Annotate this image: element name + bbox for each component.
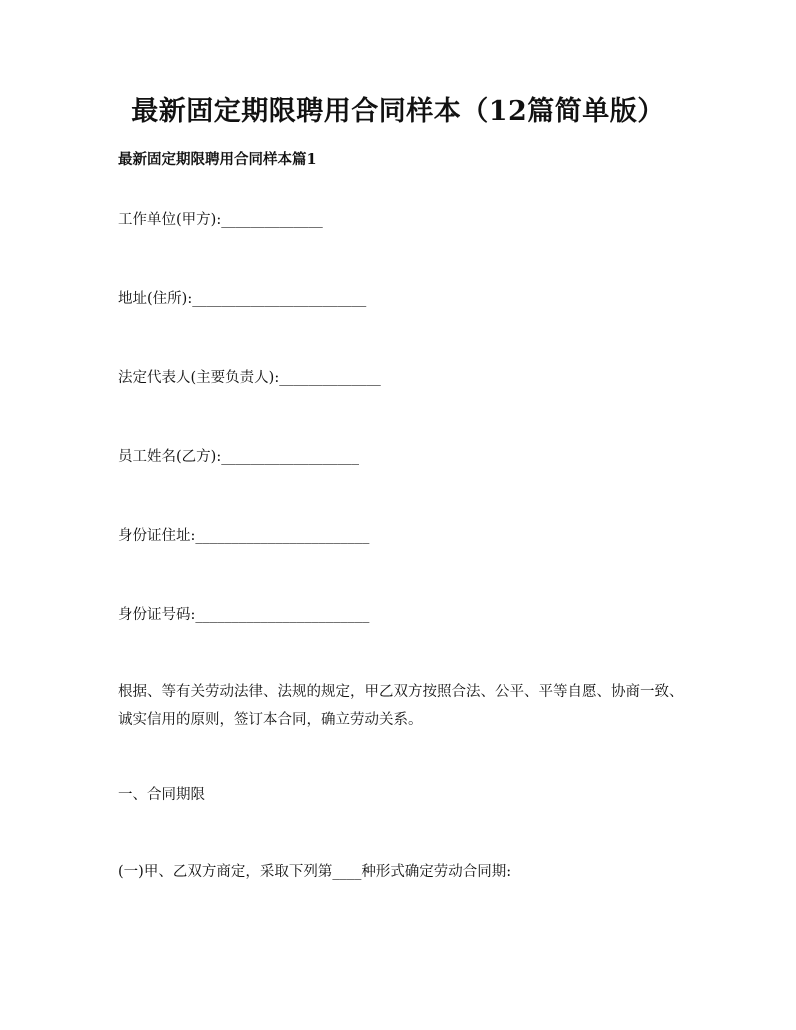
field-employer: 工作单位(甲方):______________	[118, 212, 323, 228]
section-heading: 一、合同期限	[118, 787, 205, 803]
field-employee-name: 员工姓名(乙方):___________________	[118, 449, 359, 465]
intro-paragraph: 根据、等有关劳动法律、法规的规定，甲乙双方按照合法、公平、平等自愿、协商一致、诚实信用的原则，签订本合同，确立劳动关系。	[118, 684, 684, 728]
section-subtitle: 最新固定期限聘用合同样本篇1	[118, 151, 317, 168]
field-legal-representative: 法定代表人(主要负责人):______________	[118, 370, 381, 386]
field-address: 地址(住所):________________________	[118, 291, 367, 307]
field-id-address: 身份证住址:________________________	[118, 528, 370, 544]
document-title: 最新固定期限聘用合同样本（12篇简单版）	[131, 96, 665, 127]
clause-text: (一)甲、乙双方商定，采取下列第____种形式确定劳动合同期:	[118, 864, 512, 880]
field-id-number: 身份证号码:________________________	[118, 607, 370, 623]
